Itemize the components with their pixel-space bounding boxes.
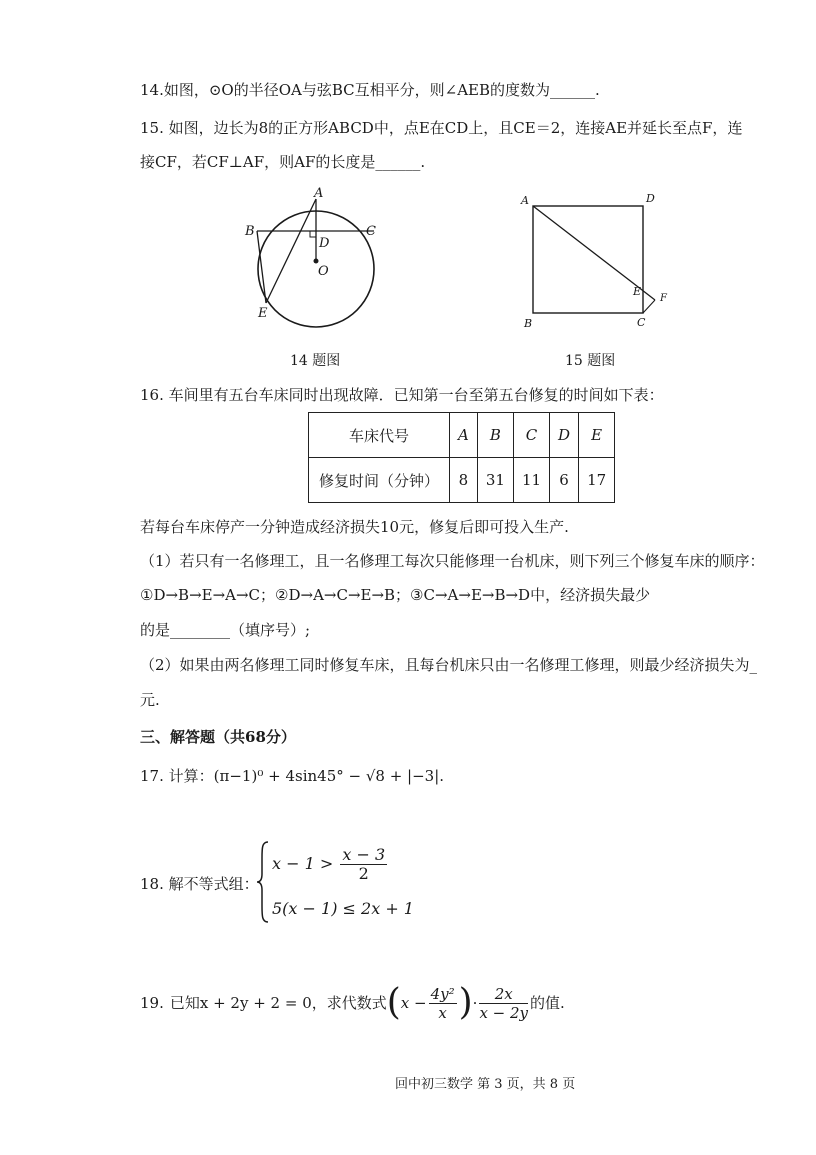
figure-15-diagram	[515, 190, 690, 335]
q19-number: 19.	[140, 994, 164, 1012]
code-cell: A	[450, 413, 478, 458]
q14-number: 14.	[140, 81, 164, 99]
code-cell: D	[550, 413, 579, 458]
q19-prefix: 已知x + 2y + 2 = 0，求代数式	[169, 994, 387, 1012]
q16-intro-text: 车间里有五台车床同时出现故障．已知第一台至第五台修复的时间如下表：	[168, 386, 664, 404]
q16-number: 16.	[140, 386, 164, 404]
label-e: E	[633, 285, 642, 298]
q16-loss-text: 若每台车床停产一分钟造成经济损失10元，修复后即可投入生产.	[140, 518, 569, 536]
header-label: 车床代号	[309, 413, 450, 458]
q19-frac2-denominator: x − 2y	[479, 1003, 529, 1022]
time-cell: 17	[579, 458, 615, 503]
segment-ae	[266, 199, 316, 303]
q17-number: 17.	[140, 767, 164, 785]
figure14-caption: 14 题图	[290, 353, 341, 369]
q17-expression: (π−1)⁰ + 4sin45° − √8 + |−3|.	[213, 767, 445, 785]
label-a: A	[521, 194, 529, 207]
q15-line2: 接CF，若CF⊥AF，则AF的长度是______.	[140, 153, 426, 171]
q19-fraction-2	[479, 985, 528, 1022]
q19-fraction-1	[429, 985, 457, 1022]
ineq1-fraction	[340, 846, 387, 883]
q16-part2-line1: （2）如果由两名修理工同时修复车床，且每台机床只由一名修理工修理，则最少经济损失为_	[140, 656, 758, 674]
time-cell: 31	[477, 458, 513, 503]
q19	[140, 983, 565, 1023]
q19-paren-left: x −	[400, 994, 427, 1012]
label-c: C	[637, 316, 646, 329]
label-c: C	[366, 224, 376, 239]
q16-part1-line3: 的是________（填序号）;	[140, 621, 311, 639]
section-title: 三、解答题（共68分）	[140, 728, 296, 746]
q15-text-line1: 如图，边长为8的正方形ABCD中，点E在CD上，且CE＝2，连接AE并延长至点F，连	[168, 119, 743, 137]
q19-dot: ·	[472, 994, 478, 1012]
label-o: O	[318, 264, 329, 279]
q17	[140, 766, 444, 786]
label-e: E	[258, 306, 268, 321]
figure15-caption: 15 题图	[565, 353, 616, 369]
label-b: B	[245, 224, 255, 239]
square-abcd	[533, 206, 643, 313]
time-cell: 8	[450, 458, 478, 503]
left-paren: (	[386, 982, 401, 1023]
label-d: D	[319, 236, 330, 251]
q16-part1-line2: ①D→B→E→A→C；②D→A→C→E→B；③C→A→E→B→D中，经济损失最少	[140, 586, 651, 604]
q15-line1	[140, 118, 742, 138]
q18-number: 18.	[140, 875, 164, 893]
inequality-2: 5(x − 1) ≤ 2x + 1	[272, 899, 414, 918]
segment-cf	[643, 300, 655, 313]
q19-frac2-numerator: 2x	[479, 985, 528, 1004]
label-b: B	[524, 317, 533, 330]
q14-text: 如图，⊙O的半径OA与弦BC互相平分，则∠AEB的度数为______.	[163, 81, 600, 99]
q14	[140, 80, 600, 100]
page-footer: 回中初三数学 第 3 页，共 8 页	[395, 1077, 576, 1092]
center-point	[314, 259, 319, 264]
q19-frac1-denominator: x	[438, 1003, 447, 1022]
code-cell: C	[513, 413, 549, 458]
table-row	[309, 413, 615, 458]
q16-intro	[140, 385, 664, 405]
row-label: 修复时间（分钟）	[309, 458, 450, 503]
label-a: A	[314, 186, 324, 201]
q19-frac1-numerator: 4y²	[430, 984, 455, 1003]
ineq1-left: x − 1 >	[272, 854, 334, 873]
label-d: D	[646, 192, 655, 205]
ineq1-numerator: x − 3	[342, 845, 386, 864]
time-cell: 6	[550, 458, 579, 503]
q16-part2-line2: 元.	[140, 691, 160, 709]
right-paren: )	[458, 982, 473, 1023]
q19-suffix: 的值.	[530, 994, 565, 1012]
q15-number: 15.	[140, 119, 164, 137]
ineq1-denominator: 2	[358, 864, 369, 883]
time-cell: 11	[513, 458, 549, 503]
q18-prefix: 解不等式组：	[168, 875, 259, 893]
right-angle-mark	[310, 231, 316, 237]
q17-prefix: 计算：	[168, 767, 214, 785]
repair-time-table	[308, 412, 615, 503]
code-cell: E	[579, 413, 615, 458]
q16-part1-line1: （1）若只有一名修理工，且一名修理工每次只能修理一台机床，则下列三个修复车床的顺序：	[140, 552, 765, 570]
table-row	[309, 458, 615, 503]
label-f: F	[660, 293, 667, 304]
q18-label	[140, 874, 259, 894]
system-brace	[256, 840, 270, 924]
figure-14-diagram	[240, 185, 390, 335]
inequality-1	[272, 846, 389, 883]
code-cell: B	[477, 413, 513, 458]
